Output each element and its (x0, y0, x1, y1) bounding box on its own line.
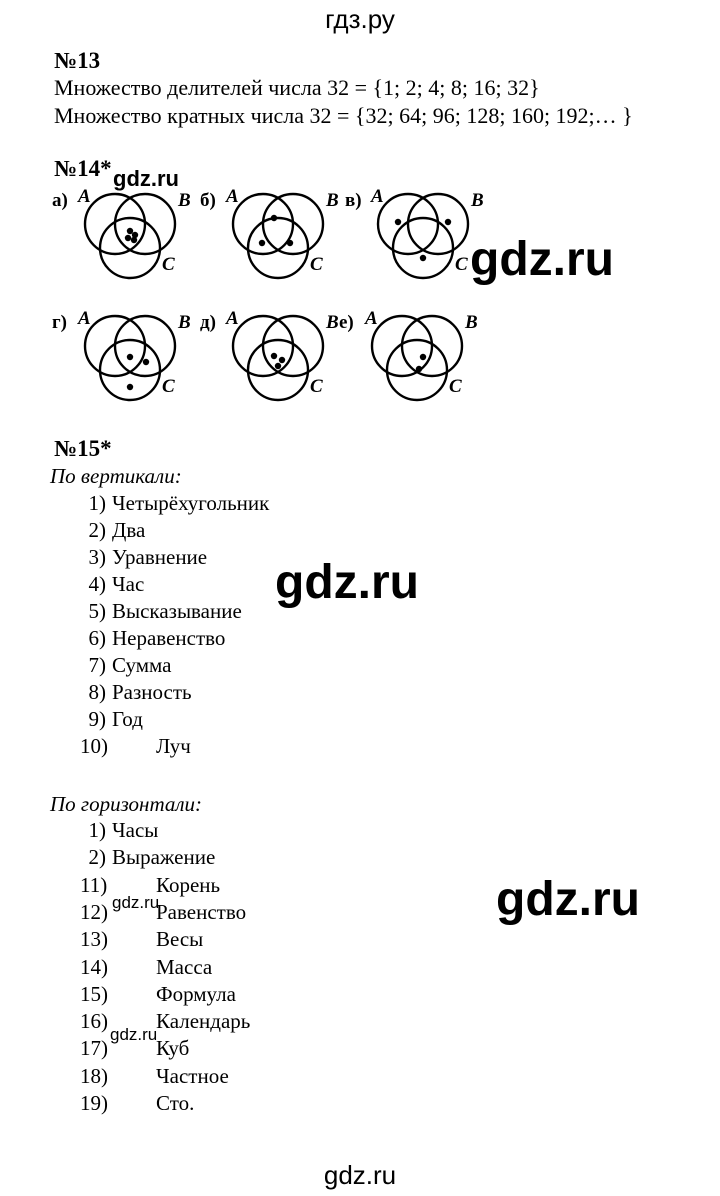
set-label: A (226, 186, 239, 207)
item-word: Год (112, 707, 143, 731)
element-dot (275, 363, 281, 369)
item-number: 11) (80, 872, 108, 897)
item-word: Корень (156, 872, 221, 897)
item-number: 18) (80, 1063, 108, 1088)
set-label: B (178, 190, 191, 211)
diagram-letter: б) (200, 190, 216, 211)
task14-heading: №14* (54, 156, 112, 181)
diagram-letter: г) (52, 312, 67, 333)
item-word: Календарь (156, 1009, 251, 1034)
set-label: A (371, 186, 384, 207)
venn-diagram-b (198, 186, 358, 280)
watermark: gdz.ru (110, 1025, 158, 1044)
list-item (80, 599, 242, 624)
element-dot (271, 353, 277, 359)
element-dot (445, 219, 451, 225)
watermark: gdz.ru (112, 893, 160, 912)
item-number: 19) (80, 1091, 108, 1115)
item-number: 12) (80, 899, 108, 924)
list-item (80, 818, 158, 843)
diagram-letter: д) (200, 312, 216, 333)
item-word: Сто. (156, 1091, 195, 1115)
item-word: Куб (156, 1036, 190, 1061)
element-dot (127, 384, 133, 390)
diagram-letter: е) (339, 312, 354, 333)
item-word: Уравнение (112, 545, 208, 569)
item-number: 17) (80, 1036, 108, 1061)
set-label: A (365, 308, 378, 329)
element-dot (127, 228, 133, 234)
list-item (80, 707, 143, 732)
item-number: 15) (80, 981, 108, 1006)
element-dot (271, 215, 277, 221)
vertical-title: По вертикали: (50, 464, 182, 488)
list-item (80, 1091, 194, 1116)
set-label: B (465, 312, 478, 333)
item-word: Формула (156, 981, 236, 1006)
list-item (80, 491, 269, 516)
list-item (80, 680, 192, 705)
set-label: C (455, 254, 468, 275)
list-item (80, 845, 215, 870)
site-header: гдз.ру (325, 4, 395, 34)
list-item (80, 734, 191, 759)
element-dot (416, 366, 422, 372)
item-number: 2) (88, 518, 106, 542)
list-item (80, 626, 225, 651)
item-word: Час (112, 572, 145, 596)
task13-divisors-line: Множество делителей числа 32 = {1; 2; 4; 8; 16; 32} (54, 75, 540, 100)
venn-diagram-d (50, 308, 210, 412)
diagram-letter: а) (52, 190, 68, 211)
watermark: gdz.ru (113, 166, 179, 191)
set-label: B (326, 190, 339, 211)
task15-heading: №15* (54, 436, 112, 461)
item-word: Частное (156, 1063, 229, 1088)
item-number: 16) (80, 1009, 108, 1034)
item-number: 14) (80, 954, 108, 979)
item-number: 5) (88, 599, 106, 623)
item-word: Часы (112, 818, 159, 842)
venn-diagram-e (198, 308, 358, 412)
diagram-letter: в) (345, 190, 362, 211)
item-word: Разность (112, 680, 192, 704)
list-item (80, 900, 246, 925)
item-word: Масса (156, 954, 213, 979)
item-number: 9) (88, 707, 106, 731)
set-circle (100, 340, 160, 400)
element-dot (125, 235, 131, 241)
item-word: Луч (156, 734, 191, 758)
item-number: 10) (80, 734, 108, 758)
element-dot (259, 240, 265, 246)
list-item (80, 572, 144, 597)
element-dot (287, 240, 293, 246)
list-item (80, 982, 236, 1007)
item-number: 7) (88, 653, 106, 677)
set-circle (100, 218, 160, 278)
set-label: A (226, 308, 239, 329)
item-word: Выражение (112, 845, 216, 870)
element-dot (279, 357, 285, 363)
item-number: 1) (88, 818, 106, 842)
list-item (80, 927, 203, 952)
element-dot (420, 354, 426, 360)
item-word: Равенство (156, 899, 247, 924)
element-dot (143, 359, 149, 365)
list-item (80, 1009, 250, 1034)
set-label: C (310, 254, 323, 275)
item-word: Четырёхугольник (112, 491, 270, 515)
set-label: B (178, 312, 191, 333)
element-dot (127, 354, 133, 360)
venn-diagram-a (50, 186, 210, 280)
item-word: Сумма (112, 653, 172, 677)
venn-diagram-f (337, 308, 497, 412)
set-label: C (162, 254, 175, 275)
watermark: gdz.ru (470, 233, 614, 286)
watermark: gdz.ru (275, 556, 419, 609)
horizontal-title: По горизонтали: (50, 792, 203, 816)
item-number: 8) (88, 680, 106, 704)
set-label: A (78, 186, 91, 207)
item-number: 4) (88, 572, 106, 596)
site-footer: gdz.ru (323, 1160, 397, 1190)
set-label: C (162, 376, 175, 397)
set-circle (248, 218, 308, 278)
item-number: 1) (88, 491, 106, 515)
watermark: gdz.ru (496, 873, 640, 926)
list-item (80, 1064, 229, 1089)
set-label: C (449, 376, 462, 397)
list-item (80, 545, 207, 570)
item-number: 6) (88, 626, 106, 650)
set-label: C (310, 376, 323, 397)
item-number: 2) (88, 845, 106, 870)
task13-heading: №13 (54, 48, 101, 73)
set-circle (248, 340, 308, 400)
list-item (80, 653, 171, 678)
set-label: B (471, 190, 484, 211)
set-label: B (326, 312, 339, 333)
set-label: A (78, 308, 91, 329)
list-item (80, 955, 212, 980)
item-word: Два (112, 518, 146, 542)
element-dot (131, 237, 137, 243)
item-number: 3) (88, 545, 106, 569)
set-circle (393, 218, 453, 278)
list-item (80, 518, 145, 543)
task13-multiples-line: Множество кратных числа 32 = {32; 64; 96; 128; 160; 192;… } (54, 103, 633, 128)
item-word: Высказывание (112, 599, 242, 623)
item-word: Весы (156, 927, 204, 952)
item-word: Неравенство (112, 626, 226, 650)
item-number: 13) (80, 927, 108, 952)
element-dot (395, 219, 401, 225)
element-dot (420, 255, 426, 261)
